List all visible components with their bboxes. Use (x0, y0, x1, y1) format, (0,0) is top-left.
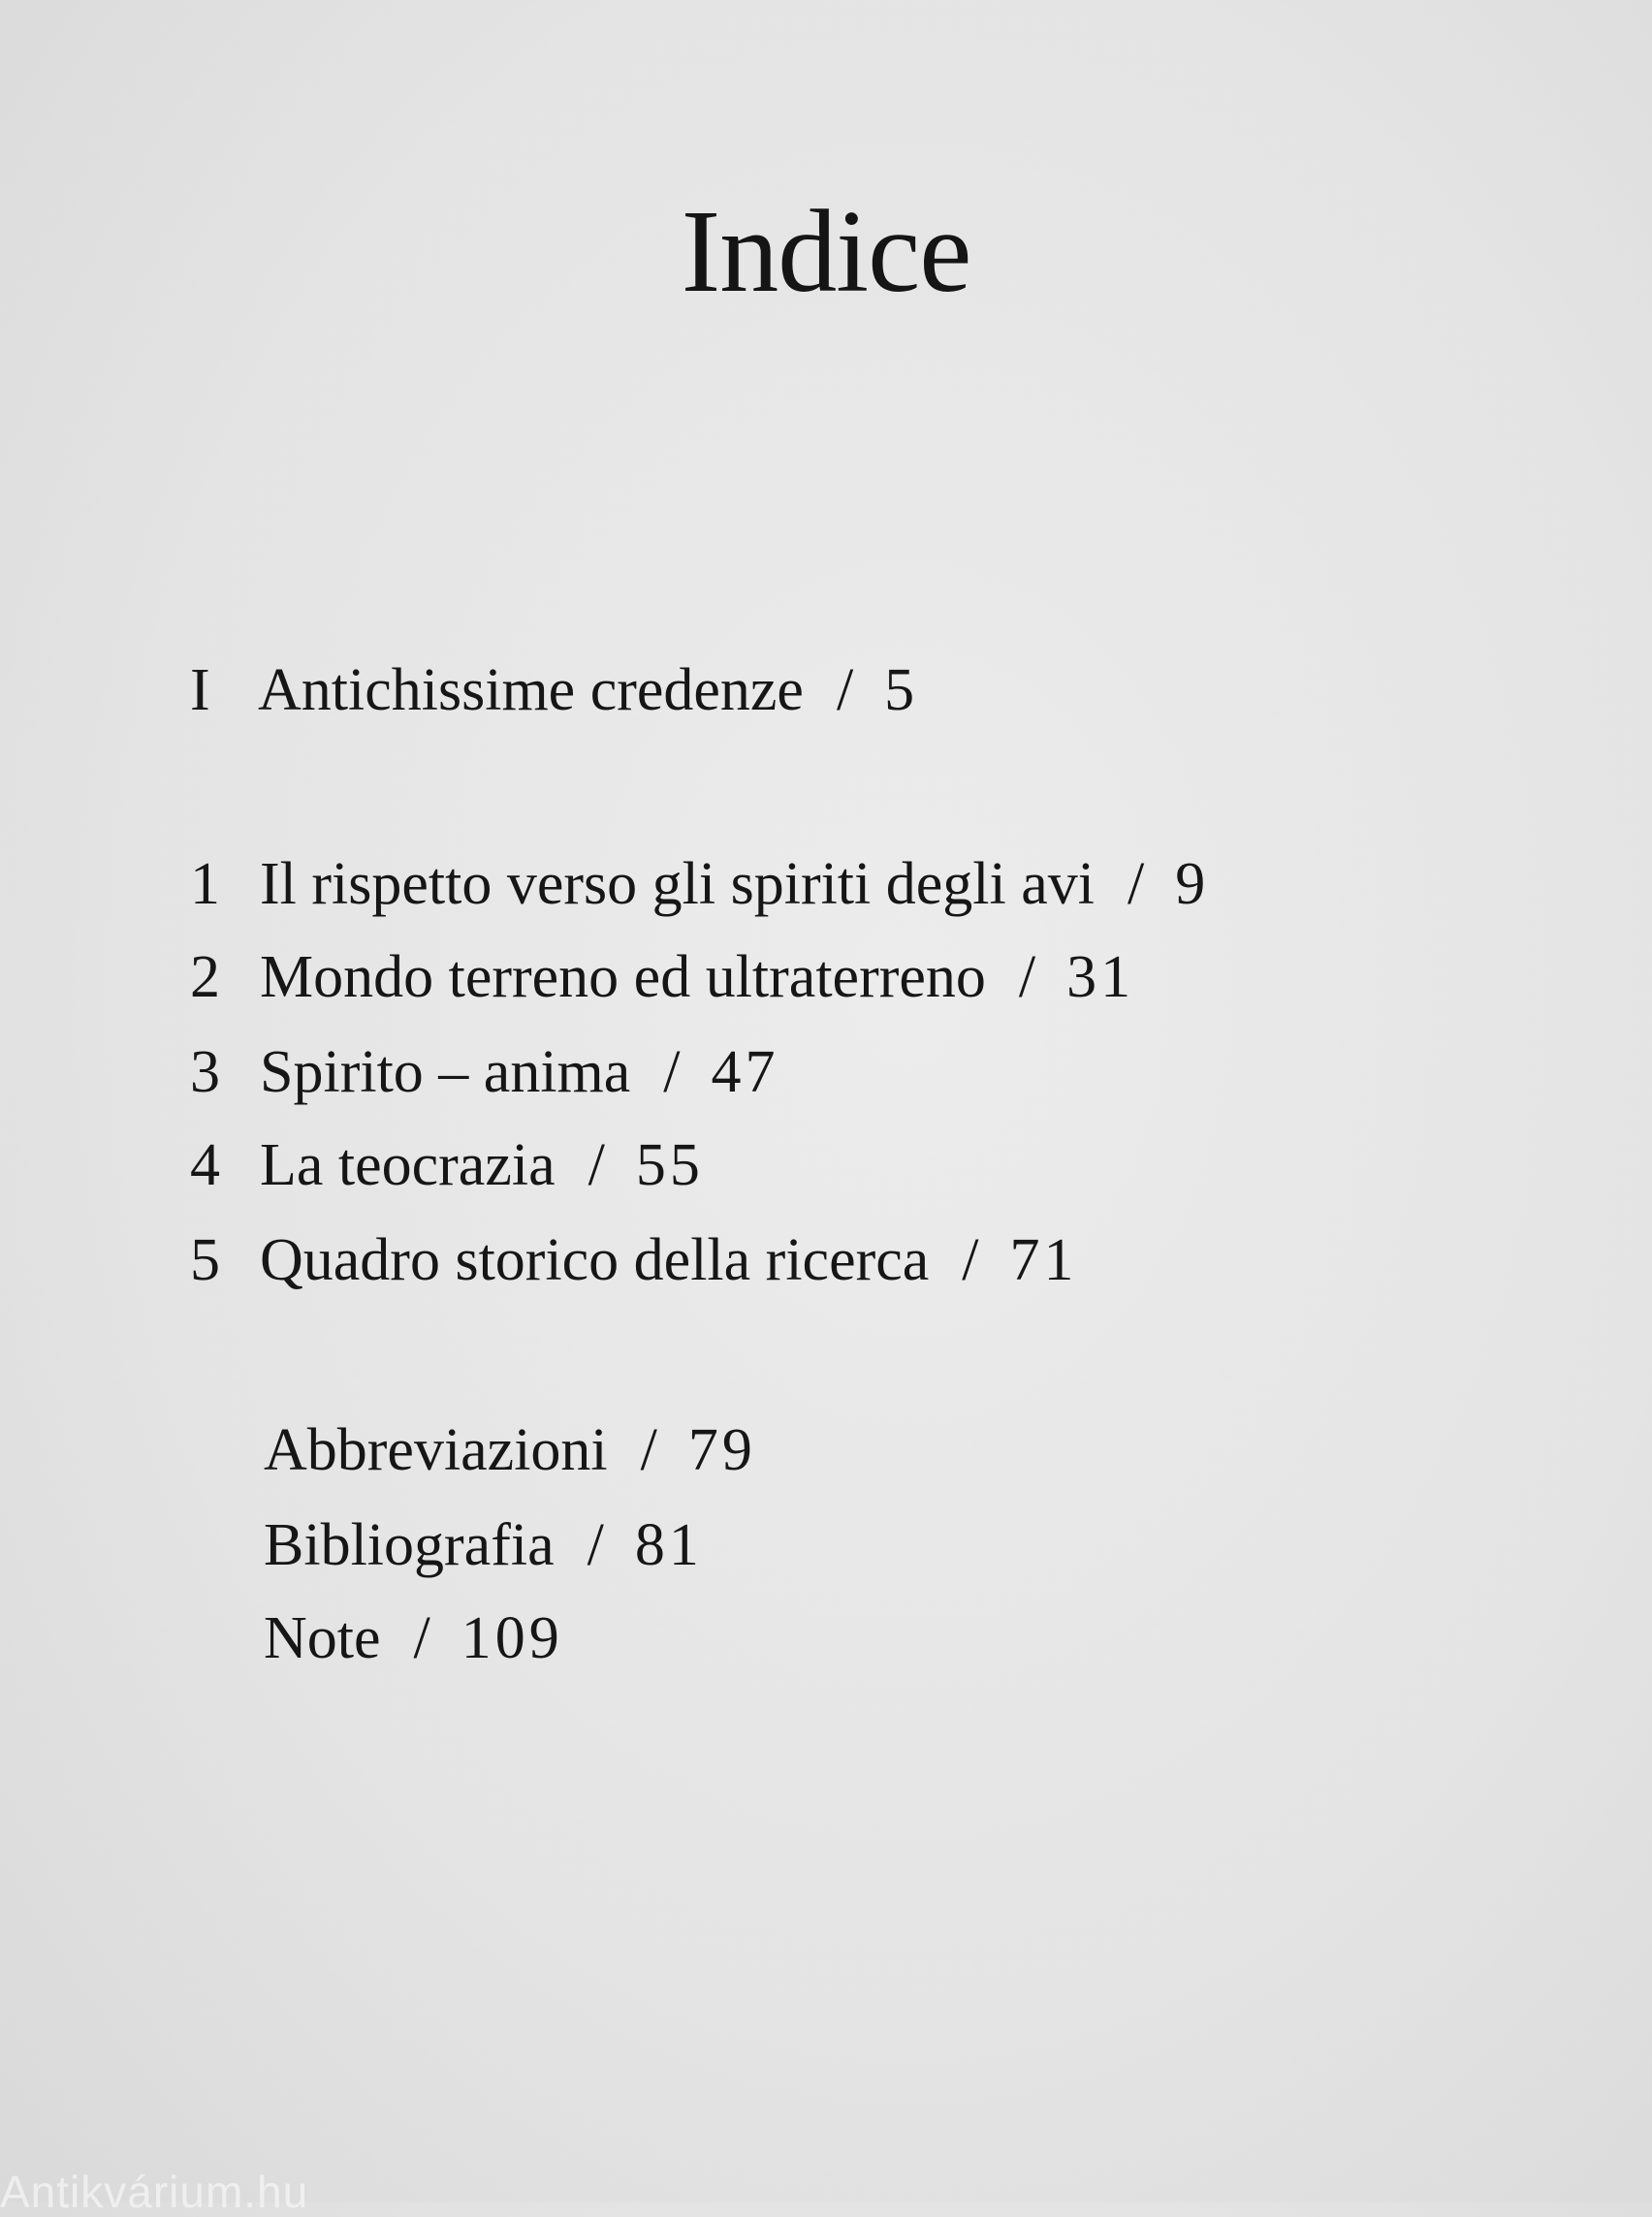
part-number: I (190, 657, 210, 723)
chapter-label: Mondo terreno ed ultraterreno (260, 944, 986, 1010)
watermark: Antikvárium.hu (0, 2167, 309, 2217)
backmatter-separator: / (413, 1605, 430, 1671)
chapter-number: 4 (190, 1132, 220, 1198)
chapter-separator: / (1018, 944, 1036, 1010)
chapter-page-number: 9 (1175, 851, 1210, 917)
part-page-number: 5 (884, 657, 919, 723)
chapter-separator: / (588, 1132, 605, 1198)
backmatter-separator: / (587, 1512, 604, 1578)
backmatter-label: Note (264, 1605, 381, 1671)
backmatter-label: Abbreviazioni (264, 1417, 608, 1483)
toc-backmatter-entry (264, 1599, 563, 1677)
chapter-page-number: 71 (1009, 1227, 1078, 1293)
chapter-label: La teocrazia (260, 1132, 556, 1198)
part-label: Antichissime credenze (258, 657, 804, 723)
backmatter-page-number: 81 (634, 1512, 703, 1578)
toc-chapter-entry (190, 1221, 1078, 1299)
page-title: Indice (681, 186, 971, 317)
chapter-separator: / (962, 1227, 979, 1293)
toc-chapter-entry (190, 1033, 779, 1111)
chapter-label: Il rispetto verso gli spiriti degli avi (260, 851, 1095, 917)
chapter-number: 3 (190, 1039, 220, 1105)
backmatter-page-number: 109 (461, 1605, 563, 1671)
toc-chapter-entry (190, 938, 1134, 1016)
toc-backmatter-entry (264, 1506, 703, 1584)
backmatter-separator: / (640, 1417, 657, 1483)
toc-backmatter-entry (264, 1411, 756, 1489)
part-separator: / (836, 657, 854, 723)
backmatter-label: Bibliografia (264, 1512, 555, 1578)
chapter-number: 5 (190, 1227, 220, 1293)
chapter-separator: / (663, 1039, 681, 1105)
chapter-page-number: 31 (1066, 944, 1135, 1010)
chapter-number: 2 (190, 944, 220, 1010)
backmatter-page-number: 79 (687, 1417, 756, 1483)
chapter-label: Quadro storico della ricerca (260, 1227, 930, 1293)
toc-chapter-entry (190, 1126, 704, 1204)
chapter-page-number: 47 (711, 1039, 779, 1105)
chapter-label: Spirito – anima (260, 1039, 631, 1105)
chapter-page-number: 55 (635, 1132, 704, 1198)
toc-part-entry (190, 651, 918, 729)
toc-chapter-entry (190, 845, 1209, 923)
chapter-number: 1 (190, 851, 220, 917)
chapter-separator: / (1127, 851, 1145, 917)
